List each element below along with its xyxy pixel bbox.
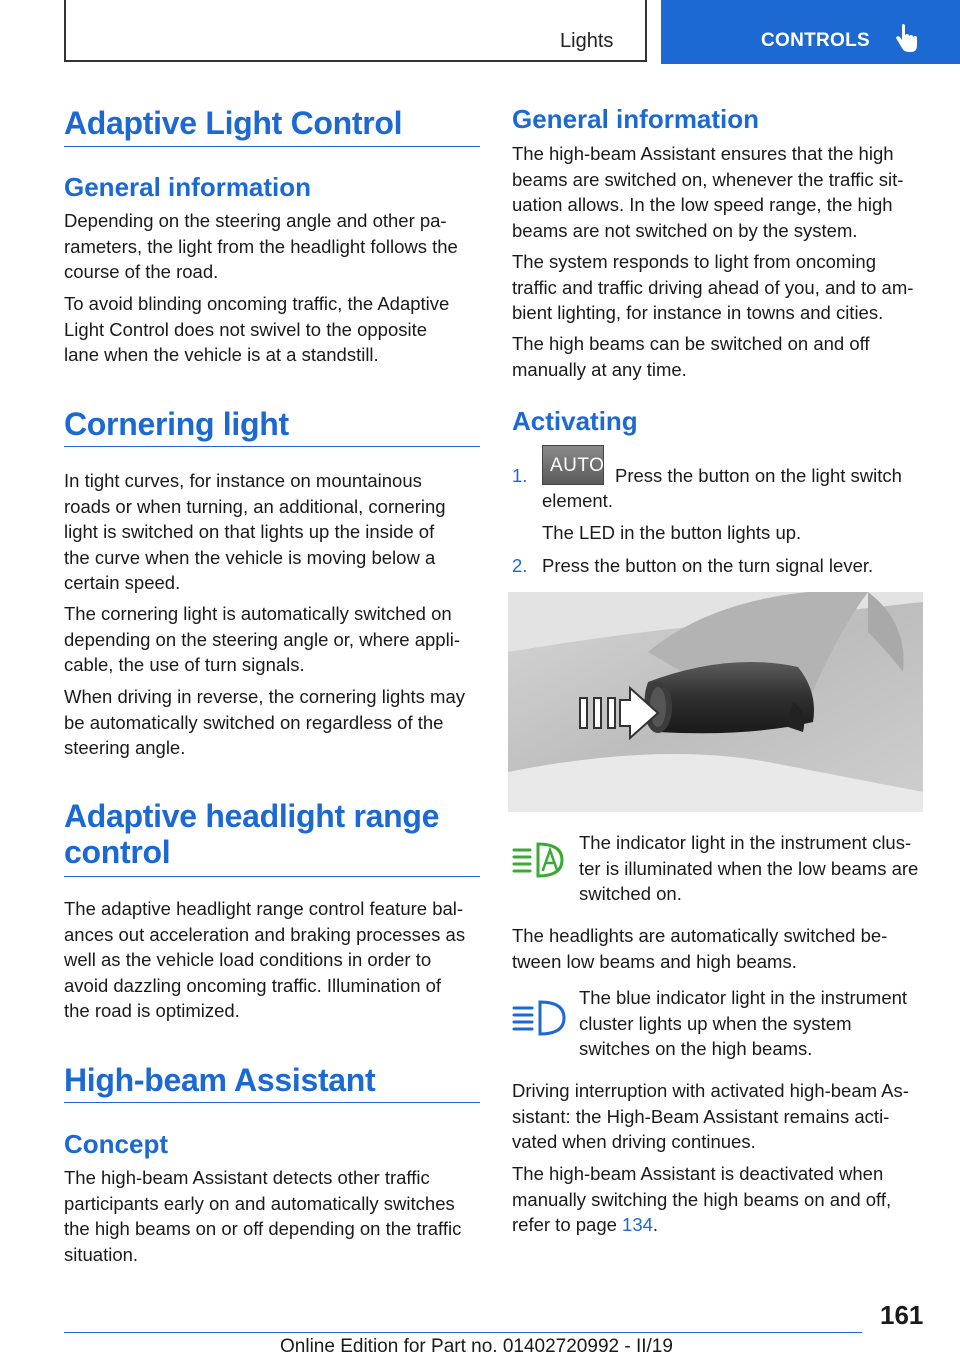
paragraph: The high-beam Assistant detects other traffic participants early on and automatically switches the high beams on or off depending on the traffic situation. xyxy=(64,1167,462,1265)
heading-rule xyxy=(64,876,480,877)
chapter-tab[interactable] xyxy=(661,0,960,64)
paragraph: The high-beam Assistant ensures that the high beams are switched on, whenever the traffic sit- uation allows. In the low speed range, the high beams are not switched on by the system. xyxy=(512,143,904,241)
heading-rule xyxy=(64,1102,480,1103)
paragraph: In tight curves, for instance on mountainous roads or when turning, an additional, cornering light is switched on that lights up the inside of the curve when the vehicle is moving below a certain speed. xyxy=(64,470,446,593)
section-name: Lights xyxy=(560,30,614,52)
paragraph: When driving in reverse, the cornering lights may be automatically switched on regardless of the steering angle. xyxy=(64,686,466,758)
step-text: element. xyxy=(542,490,613,511)
note-text: The indicator light in the instrument clus- ter is illuminated when the low beams are switched on. xyxy=(579,832,919,904)
page-link[interactable]: 134 xyxy=(622,1214,653,1235)
subheading-general-information: General information xyxy=(64,172,312,202)
subheading-activating: Activating xyxy=(512,406,638,436)
heading-rule xyxy=(64,146,480,147)
paragraph: The system responds to light from oncoming traffic and traffic driving ahead of you, and to am- bient lighting, for instance in towns and cities. xyxy=(512,251,914,323)
step-result: The LED in the button lights up. xyxy=(542,522,802,543)
edition-footer: Online Edition for Part no. 01402720992 - II/19 xyxy=(280,1336,673,1357)
subheading-general-information: General information xyxy=(512,104,760,134)
hand-pointer-icon xyxy=(895,24,917,59)
paragraph: The cornering light is automatically switched on depending on the steering angle or, where appli- cable, the use of turn signals. xyxy=(64,603,460,675)
heading-adaptive-headlight-range-control: Adaptive headlight range control xyxy=(64,798,440,870)
subheading-concept: Concept xyxy=(64,1129,168,1159)
auto-headlight-indicator-icon xyxy=(512,840,566,880)
heading-adaptive-light-control: Adaptive Light Control xyxy=(64,105,403,141)
paragraph: The adaptive headlight range control feature bal- ances out acceleration and braking processes as well as the vehicle load conditions in order to avoid dazzling oncoming traffic. Illumination of the road is optimized. xyxy=(64,898,466,1021)
auto-button-icon: AUTO xyxy=(542,445,604,485)
page-number: 161 xyxy=(880,1300,924,1330)
note-text: The blue indicator light in the instrument cluster lights up when the system switches on the high beams. xyxy=(579,987,908,1059)
paragraph: To avoid blinding oncoming traffic, the Adaptive Light Control does not swivel to the opposite lane when the vehicle is at a standstill. xyxy=(64,293,450,365)
step-number: 1. xyxy=(512,465,528,486)
chapter-label: CONTROLS xyxy=(761,30,871,51)
paragraph: Depending on the steering angle and other pa- rameters, the light from the headlight follows the course of the road. xyxy=(64,210,458,282)
step-text: Press the button on the light switch xyxy=(615,465,902,486)
high-beam-indicator-icon xyxy=(512,998,566,1038)
heading-high-beam-assistant: High-beam Assistant xyxy=(64,1062,376,1098)
paragraph: Driving interruption with activated high-beam As- sistant: the High-Beam Assistant remains acti- vated when driving continues. xyxy=(512,1080,909,1152)
heading-rule xyxy=(64,446,480,447)
turn-signal-lever-image xyxy=(508,592,923,812)
step-text: Press the button on the turn signal lever. xyxy=(542,555,874,576)
heading-cornering-light: Cornering light xyxy=(64,406,289,442)
paragraph: The high-beam Assistant is deactivated when manually switching the high beams on and off, refer to page 134. xyxy=(512,1163,892,1235)
step-number: 2. xyxy=(512,555,528,576)
paragraph: The high beams can be switched on and off manually at any time. xyxy=(512,333,870,380)
footer-rule xyxy=(64,1332,862,1333)
paragraph: The headlights are automatically switched be- tween low beams and high beams. xyxy=(512,925,888,972)
